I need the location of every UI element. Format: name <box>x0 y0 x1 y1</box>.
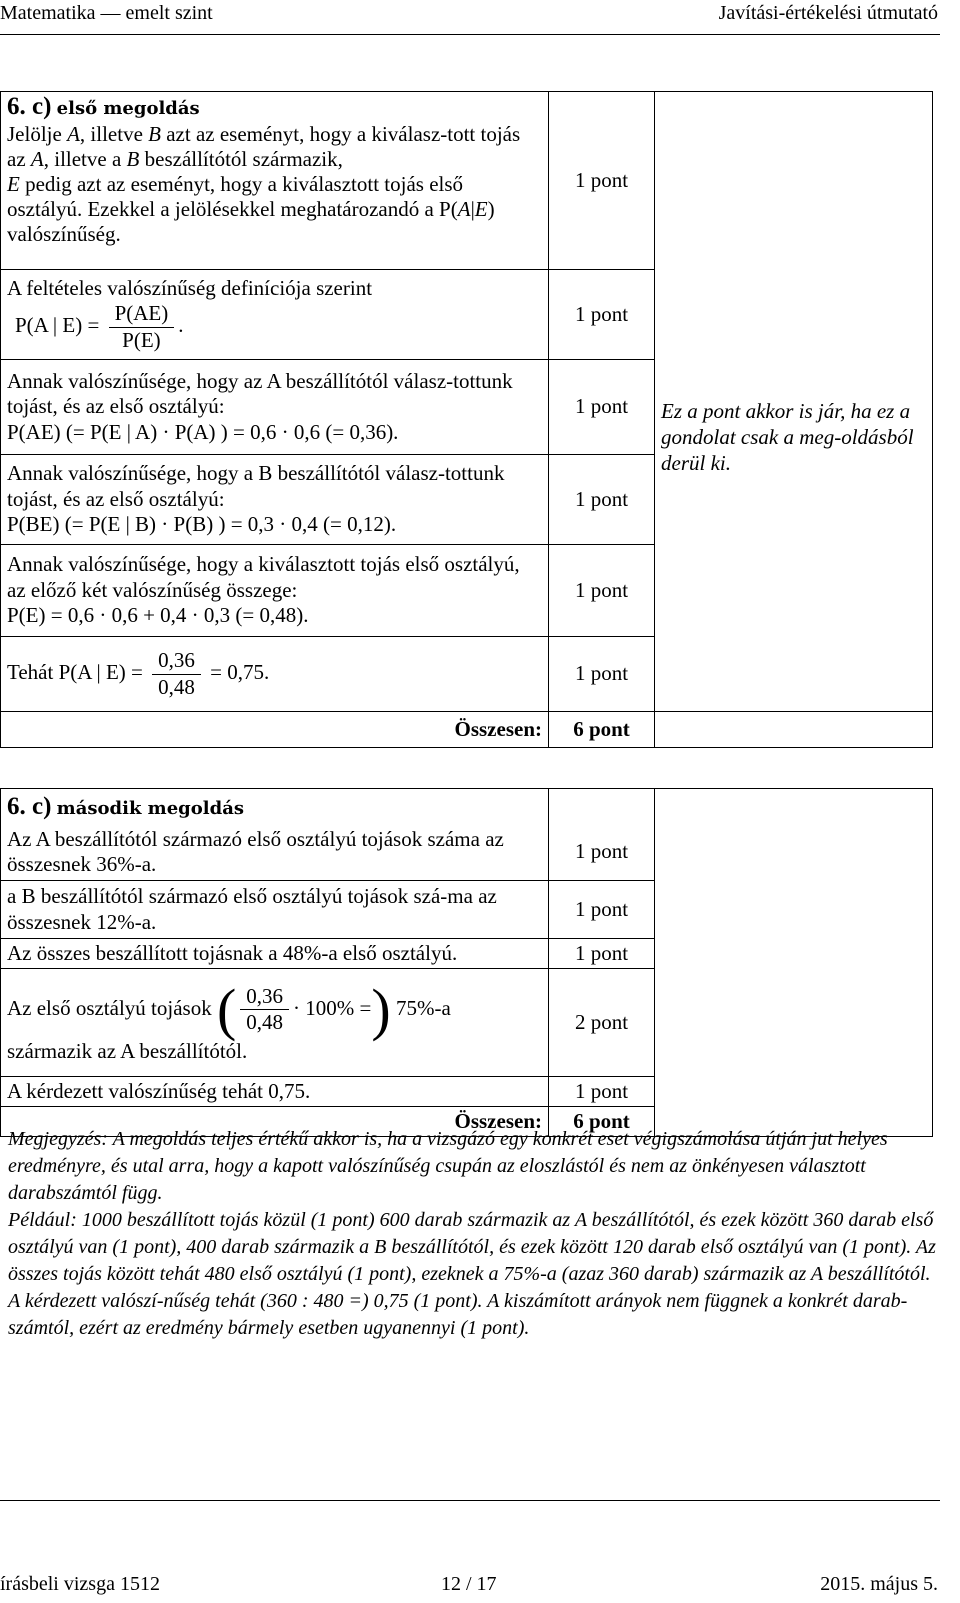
solution-1-step-5: Annak valószínűsége, hogy a kiválasztott tojás első osztályú, az előző két valószínűség összege: P(E) = 0,6 · 0,6 + 0,4 · 0,3 (= 0,48). <box>1 545 549 637</box>
problem-number-2: 6. c) <box>7 792 52 820</box>
solution-1-total-row <box>1 712 933 748</box>
points-5: 1 pont <box>549 545 655 637</box>
solution-1-table <box>0 91 933 748</box>
footer-rule <box>0 1500 940 1501</box>
grader-note: Ez a pont akkor is jár, ha ez a gondolat csak a meg-oldásból derül ki. <box>655 92 933 712</box>
footer-left: írásbeli vizsga 1512 <box>0 1573 160 1595</box>
solution-2-step-5: A kérdezett valószínűség tehát 0,75. <box>1 1077 549 1107</box>
result-fraction: $\frac{0,36}{0,48}$ <box>152 648 201 700</box>
total-points-2: 6 pont <box>549 1107 655 1137</box>
points-1: 1 pont <box>549 92 655 270</box>
total-points: 6 pont <box>549 712 655 748</box>
solution-2-step-2: a B beszállítótól származó első osztályú tojások szá-ma az összesnek 12%-a. <box>1 881 549 939</box>
total-label-2: Összesen: <box>1 1107 549 1137</box>
points-2-2: 1 pont <box>549 881 655 939</box>
definition-fraction: $\frac{P(AE)}{P(E)}$ <box>109 301 175 353</box>
solution-1-row-1 <box>1 92 933 270</box>
solution-title: első megoldás <box>56 98 200 119</box>
solution-2-step-4: Az első osztályú tojások ( $\frac{0,36}{0,48}$ · 100% =) 75%-a származik az A beszállítótól. <box>1 969 549 1077</box>
footer-right: 2015. május 5. <box>820 1573 938 1595</box>
points-4: 1 pont <box>549 455 655 545</box>
solution-2-step-3: Az összes beszállított tojásnak a 48%-a első osztályú. <box>1 939 549 969</box>
points-6: 1 pont <box>549 637 655 712</box>
problem-number: 6. c) <box>7 93 52 120</box>
remark-example: Például: 1000 beszállított tojás közül (1 pont) 600 darab származik az A beszállítótól, és ezek között 360 darab első osztályú van (1 pont), 400 darab származik a B beszállítótól, és ezek között 120 darab első osztályú van (1 pont). Az összes tojás között tehát 480 első osztályú (1 pont), ezeknek a 75%-a (azaz 360 darab) származik az A beszállítótól. A kérdezett valószí-nűség tehát (360 : 480 =) 0,75 (1 pont). A kiszámított arányok nem függnek a konkrét darab-számtól, ezért az eredmény bármely esetben ugyanennyi (1 pont). <box>8 1209 936 1339</box>
step-1-text: Jelölje A, illetve B azt az eseményt, hogy a kiválasz-tott tojás az A, illetve a B beszállítótól származik, E pedig azt az eseményt, hogy a kiválasztott tojás első osztályú. Ezekkel a jelölésekkel meghatározandó a P(A|E) valószínűség. <box>7 122 521 246</box>
points-3: 1 pont <box>549 360 655 455</box>
solution-1-step-2: A feltételes valószínűség definíciója szerint P(A | E) = $\frac{P(AE)}{P(E)}$ . <box>1 270 549 360</box>
solution-title-2: második megoldás <box>56 797 244 819</box>
points-2-4: 2 pont <box>549 969 655 1077</box>
points-2-5: 1 pont <box>549 1077 655 1107</box>
footer-center: 12 / 17 <box>441 1573 497 1595</box>
points-2-1: 1 pont <box>549 825 655 881</box>
points-2-3: 1 pont <box>549 939 655 969</box>
solution-2-step-1: Az A beszállítótól származó első osztályú tojások száma az összesnek 36%-a. <box>1 825 549 881</box>
remark-note: Megjegyzés: A megoldás teljes értékű akkor is, ha a vizsgázó egy konkrét eset végigszámolása útján jut helyes eredményre, és utal arra, hogy a kapott valószínűség csupán az eloszlástól és nem az önkényesen választott darabszámtól függ. <box>8 1128 888 1204</box>
percent-fraction: $\frac{0,36}{0,48}$ <box>240 984 289 1036</box>
total-label: Összesen: <box>1 712 549 748</box>
header-left: Matematika — emelt szint <box>0 2 213 24</box>
header-rule <box>0 34 940 35</box>
solution-1-step-3: Annak valószínűsége, hogy az A beszállítótól válasz-tottunk tojást, és az első osztályú: P(AE) (= P(E | A) · P(A) ) = 0,6 · 0,6 (= 0,36). <box>1 360 549 455</box>
solution-1-step-4: Annak valószínűsége, hogy a B beszállítótól válasz-tottunk tojást, és az első osztályú: P(BE) (= P(E | B) · P(B) ) = 0,3 · 0,4 (= 0,12). <box>1 455 549 545</box>
header-right: Javítási-értékelési útmutató <box>718 2 938 24</box>
solution-1-step-1 <box>1 92 549 270</box>
solution-2-table <box>0 788 933 1137</box>
solution-1-step-6: Tehát P(A | E) = $\frac{0,36}{0,48}$ = 0,75. <box>1 637 549 712</box>
solution-2-title-row <box>1 789 933 825</box>
points-2: 1 pont <box>549 270 655 360</box>
